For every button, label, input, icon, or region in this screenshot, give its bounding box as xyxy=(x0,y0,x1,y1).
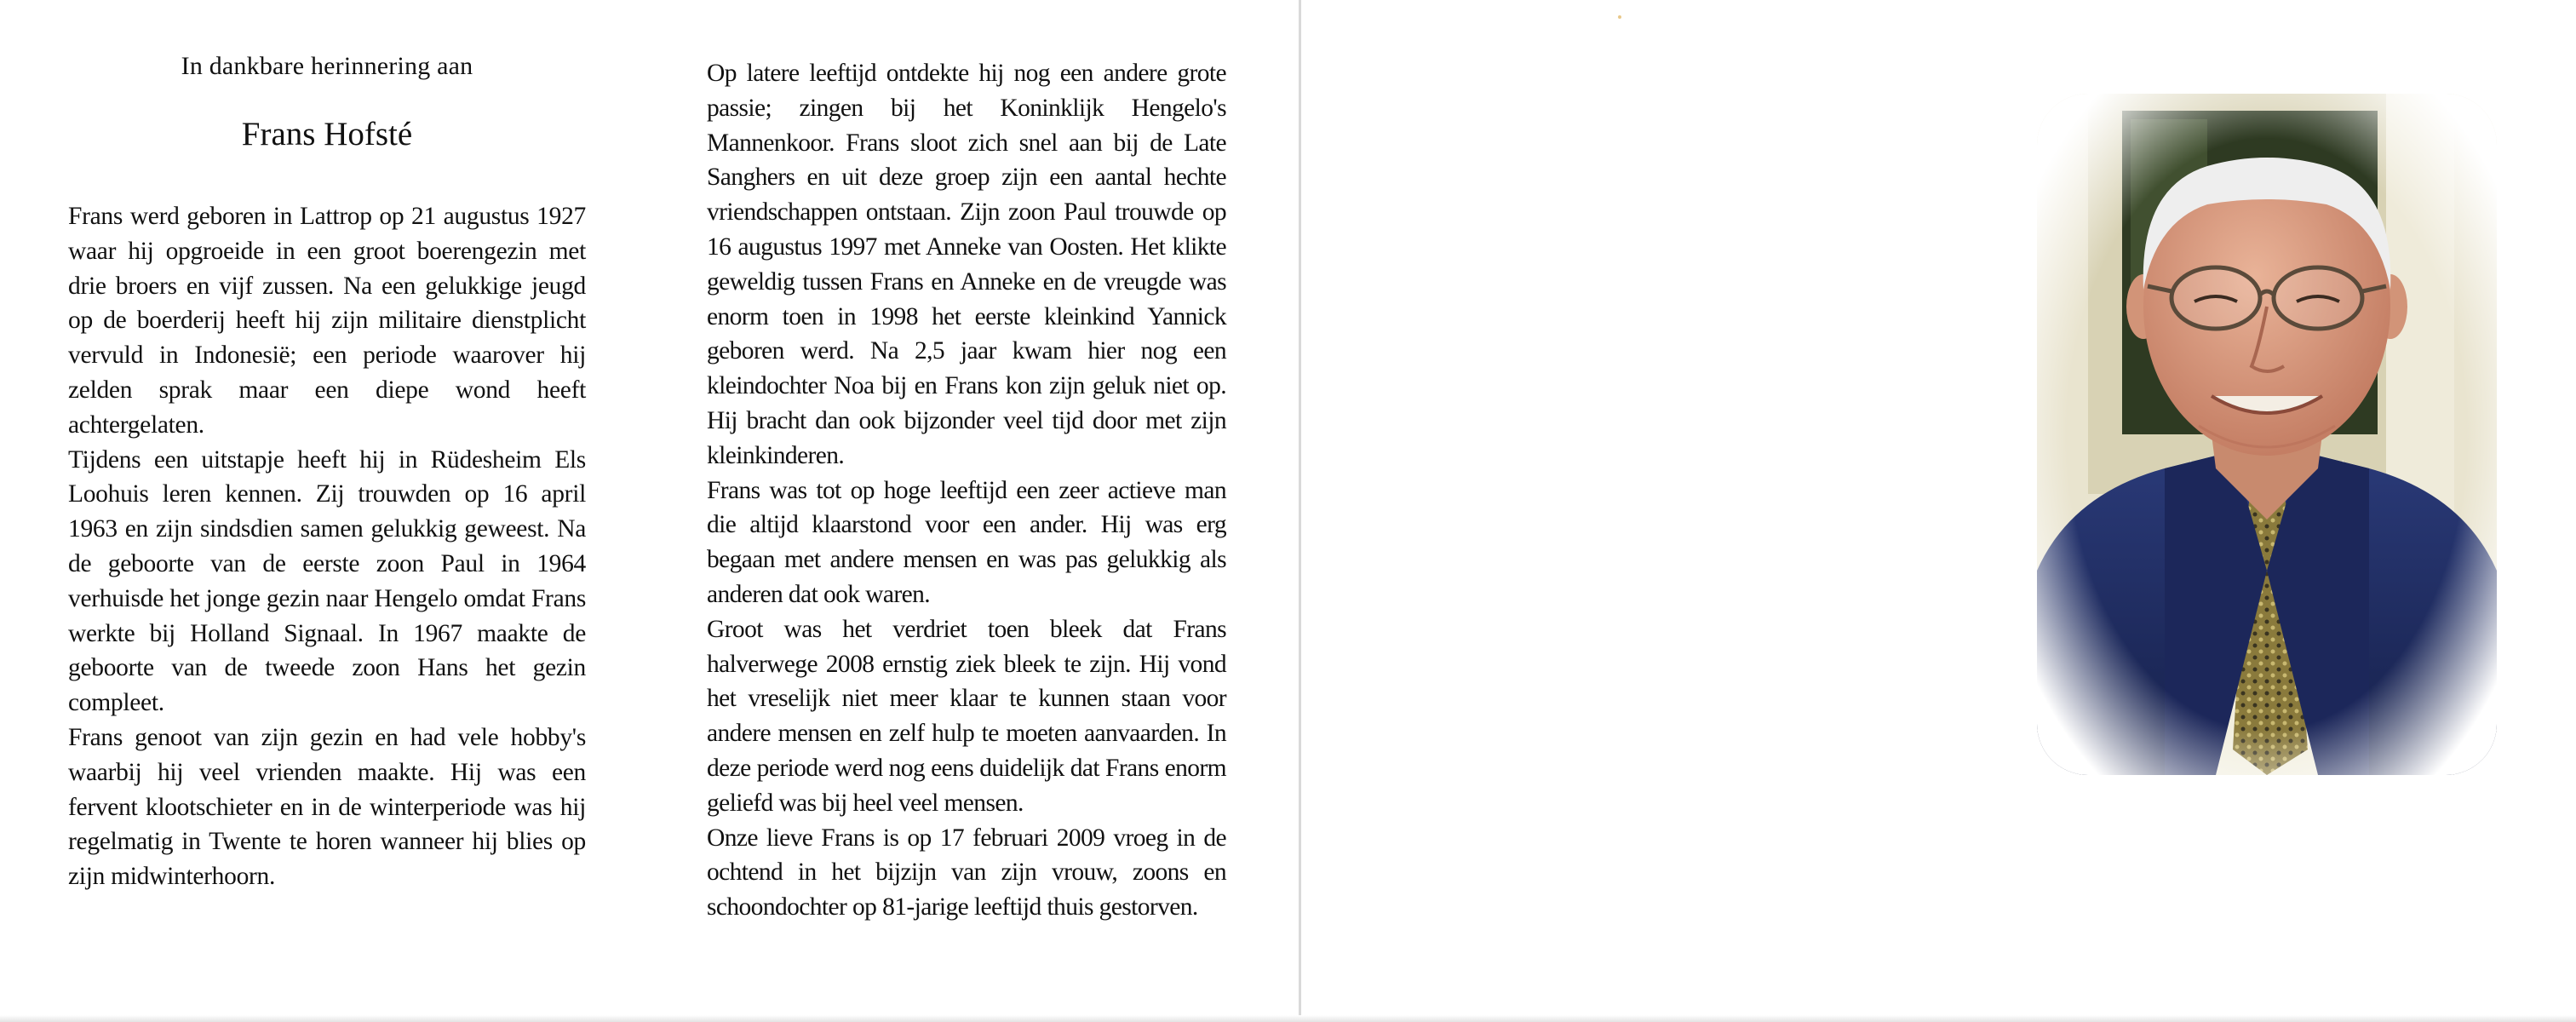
biography-paragraph: Groot was het verdriet toen bleek dat Frans halverwege 2008 ernstig ziek bleek te zijn. Hij vond het vreselijk niet meer klaar te kunnen staan voor andere mensen en zelf hulp te moeten aanvaarden. In deze periode werd nog eens duidelijk dat Frans enorm geliefd was bij heel veel mensen. xyxy=(707,615,1226,817)
biography-paragraph: Onze lieve Frans is op 17 februari 2009 vroeg in de ochtend in het bijzijn van zijn vrouw, zoons en schoondochter op 81-jarige leeftijd thuis gestorven. xyxy=(707,824,1226,922)
biography-paragraph: Frans werd geboren in Lattrop op 21 augustus 1927 waar hij opgroeide in een groot boerengezin met drie broers en vijf zussen. Na een gelukkige jeugd op de boerderij heeft hij zijn militaire dienstplicht vervuld in Indonesië; een periode waarover hij zelden sprak maar een diepe wond heeft achtergelaten. xyxy=(68,203,586,439)
portrait-illustration xyxy=(2037,94,2497,775)
page-edge-bottom xyxy=(0,1015,2576,1022)
middle-column xyxy=(707,56,1226,925)
deceased-name: Frans Hofsté xyxy=(241,116,413,152)
left-column xyxy=(68,49,586,894)
biography-paragraph: Frans genoot van zijn gezin en had vele hobby's waarbij hij veel vrienden maakte. Hij was een fervent klootschieter en in de winterperiode was hij regelmatig in Twente te horen wanneer hij blies op zijn midwinterhoorn. xyxy=(68,723,586,891)
biography-paragraph: Tijdens een uitstapje heeft hij in Rüdesheim Els Loohuis leren kennen. Zij trouwden op 16 april 1963 en zijn sindsdien samen gelukkig geweest. Na de geboorte van de eerste zoon Paul in 1964 verhuisde het jonge gezin naar Hengelo omdat Frans werkte bij Holland Signaal. In 1967 maakte de geboorte van de tweede zoon Hans het gezin compleet. xyxy=(68,445,586,717)
print-speck xyxy=(1618,15,1621,19)
photo-vignette xyxy=(2037,94,2497,775)
biography-paragraph: Op latere leeftijd ontdekte hij nog een andere grote passie; zingen bij het Koninklijk Hengelo's Mannenkoor. Frans sloot zich snel aan bij de Late Sanghers en uit deze groep zijn een aantal hechte vriendschappen ontstaan. Zijn zoon Paul trouwde op 16 augustus 1997 met Anneke van Oosten. Het klikte geweldig tussen Frans en Anneke en de vreugde was enorm toen in 1998 het eerste kleinkind Yannick geboren werd. Na 2,5 jaar kwam hier nog een kleindochter Noa bij en Frans kon zijn geluk niet op. Hij bracht dan ook bijzonder veel tijd door met zijn kleinkinderen. xyxy=(707,60,1226,469)
portrait-photo xyxy=(2037,94,2497,775)
intro-heading: In dankbare herinnering aan xyxy=(181,52,473,80)
biography-paragraph: Frans was tot op hoge leeftijd een zeer actieve man die altijd klaarstond voor een ander. Hij was erg begaan met andere mensen en was pas gelukkig als anderen dat ook waren. xyxy=(707,476,1226,608)
